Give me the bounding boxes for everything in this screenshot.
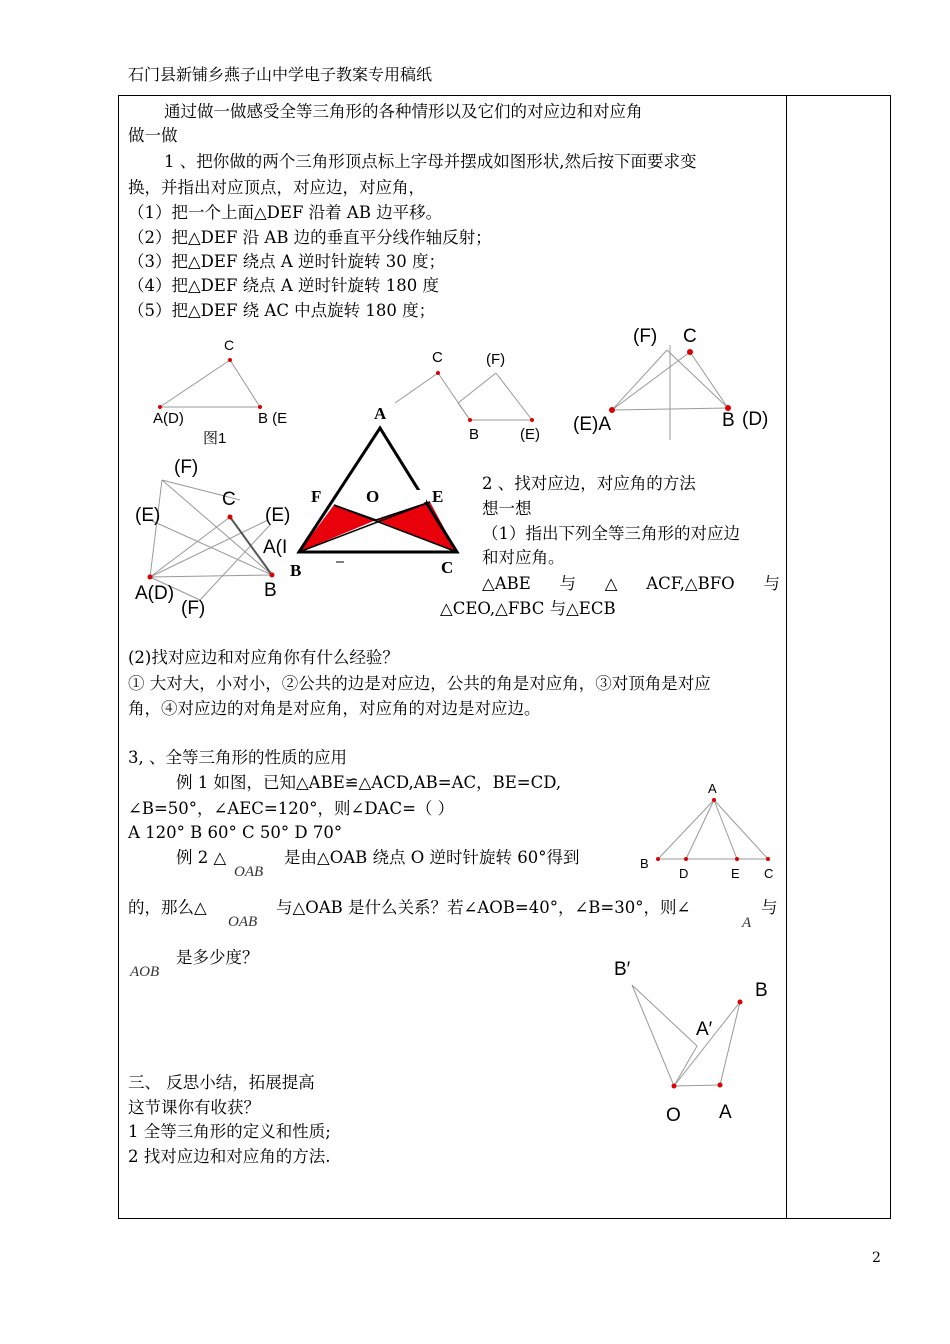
fig7-label-o: O	[666, 1105, 681, 1126]
figure-3	[612, 345, 728, 440]
ex1-line2: ∠B=50°，∠AEC=120°，则∠DAC=（ ）	[128, 799, 455, 818]
q1-line1: （1）指出下列全等三角形的对应边	[482, 524, 740, 543]
section3-title: 3, 、全等三角形的性质的应用	[128, 748, 347, 767]
summary-item-2: 2 找对应边和对应角的方法.	[128, 1147, 331, 1166]
fig2-label-b: B	[469, 426, 480, 443]
q1-line2: 和对应角。	[482, 548, 565, 567]
fig4-label-a-cut: A(I	[263, 537, 288, 558]
fig1-label-a: A(D)	[153, 410, 184, 427]
fig7-label-a: A	[719, 1102, 732, 1123]
fig3-point-c	[687, 349, 693, 355]
fig4-point-c	[228, 515, 233, 520]
fig2-label-c: C	[432, 349, 443, 366]
figure-1	[160, 360, 260, 407]
fig4-point-b	[270, 573, 275, 578]
fig5-label-f: F	[311, 487, 322, 506]
step1-line1: 1 、把你做的两个三角形顶点标上字母并摆成如图形状,然后按下面要求变	[164, 152, 697, 171]
q1-pair-4: 与	[763, 574, 780, 593]
fig6-label-c: C	[764, 866, 774, 881]
fig7-label-a-prime: A′	[696, 1019, 713, 1040]
fig4-label-e-right: (E)	[265, 505, 291, 526]
fig6-point-a	[712, 798, 716, 802]
step1-line2: 换，并指出对应顶点，对应边，对应角，	[128, 178, 425, 197]
fig1-label-b: B (E	[258, 410, 288, 427]
page-number: 2	[872, 1250, 881, 1266]
q1-pair-3: ACF,△BFO	[646, 574, 735, 593]
fig6-label-d: D	[679, 866, 689, 881]
fig7-label-b-prime: B′	[614, 959, 631, 980]
fig4-label-a: A(D)	[135, 583, 175, 604]
fig6-point-e	[735, 857, 739, 861]
q1-pairs-line	[440, 572, 780, 596]
fig3-label-f: (F)	[633, 326, 658, 347]
fig3-label-d: (D)	[742, 409, 769, 430]
figure-6	[658, 800, 768, 859]
fig6-label-a: A	[708, 781, 717, 796]
fig3-label-c: C	[683, 326, 697, 347]
fig2-point-e	[530, 418, 534, 422]
ex2-var1: OAB	[234, 864, 264, 880]
ex1-line1: 例 1 如图，已知△ABE≌△ACD,AB=AC，BE=CD,	[176, 773, 562, 792]
fig7-point-b	[738, 1000, 743, 1005]
page-header: 石门县新铺乡燕子山中学电子教案专用稿纸	[128, 65, 433, 84]
section2-title: 2 、找对应边，对应角的方法	[482, 474, 696, 493]
fig7-point-a	[718, 1083, 723, 1088]
fig4-point-a	[148, 575, 153, 580]
fig4-label-f-top: (F)	[174, 457, 199, 478]
q1-line4: △CEO,△FBC 与△ECB	[440, 599, 616, 618]
task-2: （2）把△DEF 沿 AB 边的垂直平分线作轴反射；	[128, 228, 492, 247]
ex2-var4: AOB	[130, 964, 160, 980]
fig2-point-b	[468, 418, 472, 422]
fig1-label-c: C	[224, 337, 235, 353]
think-title: 想一想	[482, 499, 532, 518]
fig6-label-b: B	[640, 856, 649, 871]
fig4-label-e-left: (E)	[135, 505, 161, 526]
q1-pair-2: △	[604, 574, 618, 593]
fig6-label-e: E	[731, 866, 740, 881]
fig1-point-b	[258, 405, 262, 409]
reflect-question: 这节课你有收获？	[128, 1098, 260, 1117]
section-reflect-title: 三、 反思小结，拓展提高	[128, 1073, 315, 1092]
fig4-label-c: C	[222, 489, 236, 510]
figure-2	[395, 373, 532, 420]
fig6-point-b	[656, 857, 660, 861]
experience-line1: ① 大对大，小对小，②公共的边是对应边，公共的角是对应角，③对顶角是对应	[128, 674, 711, 693]
fig5-label-e: E	[432, 487, 444, 506]
ex2-line3: 是多少度？	[176, 948, 259, 967]
task-5: （5）把△DEF 绕 AC 中点旋转 180 度；	[128, 301, 436, 320]
task-3: （3）把△DEF 绕点 A 逆时针旋转 30 度；	[128, 252, 446, 271]
ex2-suffix: 是由△OAB 绕点 O 逆时针旋转 60°得到	[284, 848, 580, 867]
experience-line2: 角，④对应边的对角是对应角，对应角的对边是对应边。	[128, 699, 541, 718]
figure-7	[632, 985, 740, 1086]
activity-title: 做一做	[128, 126, 178, 145]
task-4: （4）把△DEF 绕点 A 逆时针旋转 180 度	[128, 276, 440, 295]
fig4-label-f-bottom: (F)	[181, 598, 206, 619]
ex2-var2: OAB	[228, 914, 258, 930]
fig5-label-b: B	[290, 561, 302, 580]
fig1-caption: 图1	[203, 430, 227, 447]
fig1-point-c	[228, 358, 232, 362]
ex1-options: A 120° B 60° C 50° D 70°	[128, 823, 343, 842]
task-1: （1）把一个上面△DEF 沿着 AB 边平移。	[128, 203, 443, 222]
fig3-point-a	[609, 407, 615, 413]
fig4-label-b: B	[264, 580, 277, 601]
q1-pair-0: △ABE	[482, 574, 531, 593]
fig2-point-c	[436, 371, 440, 375]
fig5-label-o: O	[366, 487, 380, 506]
ex2-line2-end: 与	[761, 898, 778, 917]
q1-pair-1: 与	[559, 574, 577, 593]
q2-text: (2)找对应边和对应角你有什么经验？	[128, 648, 399, 667]
fig7-point-o	[672, 1084, 677, 1089]
fig7-label-b: B	[755, 980, 768, 1001]
summary-item-1: 1 全等三角形的定义和性质;	[128, 1122, 331, 1141]
figure-4	[150, 480, 272, 600]
intro-text: 通过做一做感受全等三角形的各种情形以及它们的对应边和对应角	[164, 102, 643, 121]
fig2-label-e: (E)	[520, 426, 540, 443]
ex2-var3: A	[742, 915, 752, 931]
fig3-label-a: (E)A	[573, 414, 611, 435]
fig3-label-b: B	[722, 410, 735, 431]
fig5-label-c: C	[441, 558, 454, 577]
ex2-line2-prefix: 的，那么△	[128, 898, 207, 917]
fig1-point-a	[158, 405, 162, 409]
ex2-prefix: 例 2 △	[176, 848, 227, 867]
ex2-line2-mid: 与△OAB 是什么关系？若∠AOB=40°，∠B=30°，则∠	[276, 898, 691, 917]
fig2-label-f: (F)	[486, 351, 506, 368]
fig6-point-c	[766, 857, 770, 861]
fig6-point-d	[684, 857, 688, 861]
fig5-label-a: A	[374, 404, 387, 423]
